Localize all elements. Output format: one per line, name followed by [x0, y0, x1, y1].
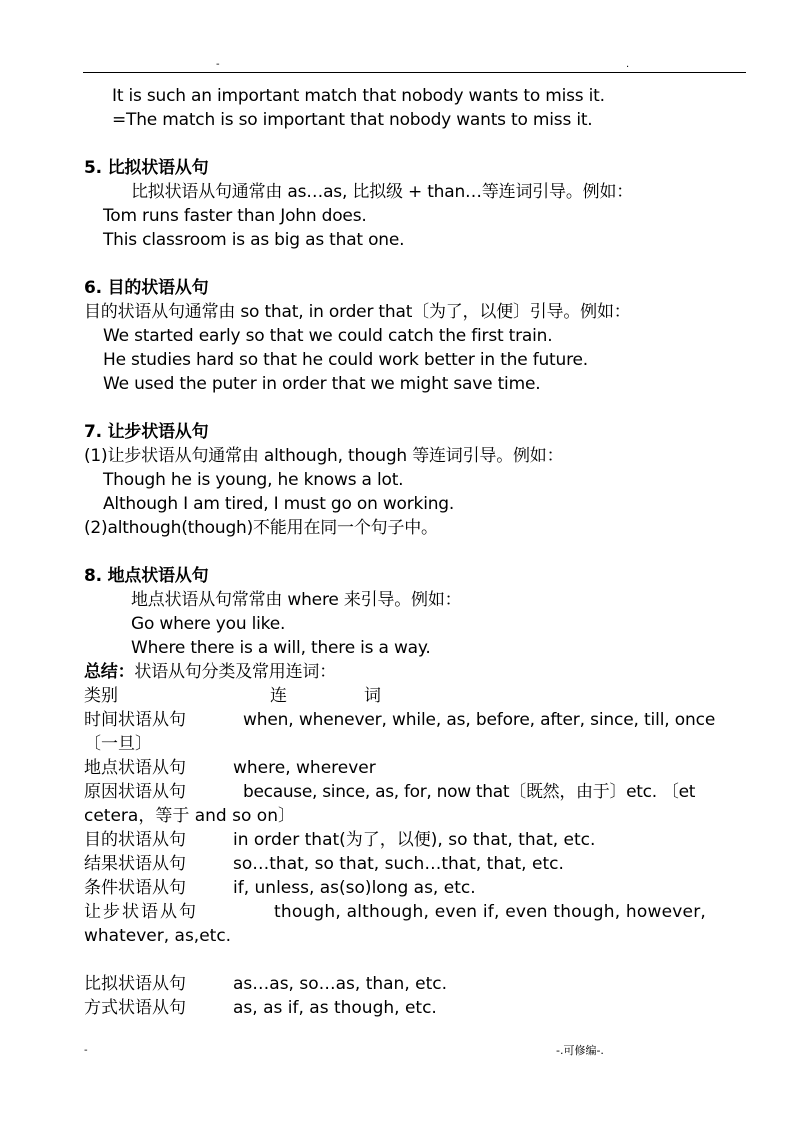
section-6-example-2: He studies hard so that he could work better in the future. [103, 350, 588, 370]
summary-row-words: if, unless, as(so)long as, etc. [233, 878, 476, 898]
section-7-note: (2)although(though)不能用在同一个句子中。 [84, 518, 438, 538]
section-7-title: 7. 让步状语从句 [84, 422, 209, 442]
summary-row-category: 条件状语从句 [84, 878, 186, 898]
section-8-example-1: Go where you like. [131, 614, 286, 634]
section-8-desc: 地点状语从句常常由 where 来引导。例如： [131, 590, 462, 610]
summary-row-continuation: whatever, as,etc. [84, 926, 232, 946]
summary-col-category: 类别 [84, 686, 118, 706]
summary-row-category: 让步状语从句 [84, 902, 198, 922]
section-5-example-2: This classroom is as big as that one. [103, 230, 405, 250]
summary-row-category: 结果状语从句 [84, 854, 186, 874]
section-6-title: 6. 目的状语从句 [84, 278, 209, 298]
summary-text: 状语从句分类及常用连词： [134, 662, 337, 682]
summary-row-words: when, whenever, while, as, before, after, since, till, once [243, 710, 716, 730]
summary-row-words: though, although, even if, even though, however, [274, 902, 706, 922]
header-left-mark: - [216, 59, 220, 70]
summary-row-category: 原因状语从句 [84, 782, 186, 802]
section-7-desc: (1)让步状语从句通常由 although, though 等连词引导。例如： [84, 446, 564, 466]
summary-col-conj-b: 词 [364, 686, 381, 706]
section-5-example-1: Tom runs faster than John does. [103, 206, 367, 226]
summary-heading [84, 660, 336, 684]
section-8-example-2: Where there is a will, there is a way. [131, 638, 431, 658]
summary-row-category: 地点状语从句 [84, 758, 186, 778]
summary-row-words: because, since, as, for, now that〔既然，由于〕etc. 〔et [243, 782, 696, 802]
section-6-example-1: We started early so that we could catch the first train. [103, 326, 553, 346]
summary-col-conj-a: 连 [270, 686, 287, 706]
section-5-title: 5. 比拟状语从句 [84, 158, 209, 178]
summary-row-category: 方式状语从句 [84, 998, 186, 1018]
section-6-example-3: We used the puter in order that we might save time. [103, 374, 541, 394]
intro-line-2: =The match is so important that nobody wants to miss it. [112, 110, 593, 130]
section-8-title: 8. 地点状语从句 [84, 566, 209, 586]
summary-row-category: 比拟状语从句 [84, 974, 186, 994]
header-rule [83, 72, 746, 73]
section-5-desc: 比拟状语从句通常由 as…as, 比拟级 + than…等连词引导。例如： [131, 182, 634, 202]
summary-row-category: 时间状语从句 [84, 710, 186, 730]
section-7-example-2: Although I am tired, I must go on working. [103, 494, 455, 514]
section-7-example-1: Though he is young, he knows a lot. [103, 470, 404, 490]
summary-label: 总结： [84, 662, 135, 682]
summary-row-words: in order that(为了，以便), so that, that, etc. [233, 830, 596, 850]
section-6-desc: 目的状语从句通常由 so that, in order that〔为了，以便〕引导。例如： [84, 302, 631, 322]
summary-row-continuation: cetera，等于 and so on〕 [84, 806, 295, 826]
intro-line-1: It is such an important match that nobody wants to miss it. [112, 86, 605, 106]
header-right-mark: . [626, 59, 630, 70]
summary-row-words: as…as, so…as, than, etc. [233, 974, 448, 994]
footer-right-text: -.可修编-. [556, 1044, 604, 1057]
summary-row-words: so…that, so that, such…that, that, etc. [233, 854, 564, 874]
footer-left-mark: - [84, 1045, 88, 1056]
summary-row-words: as, as if, as though, etc. [233, 998, 437, 1018]
summary-row-category: 目的状语从句 [84, 830, 186, 850]
summary-row-continuation: 〔一旦〕 [84, 734, 152, 754]
summary-row-words: where, wherever [233, 758, 376, 778]
